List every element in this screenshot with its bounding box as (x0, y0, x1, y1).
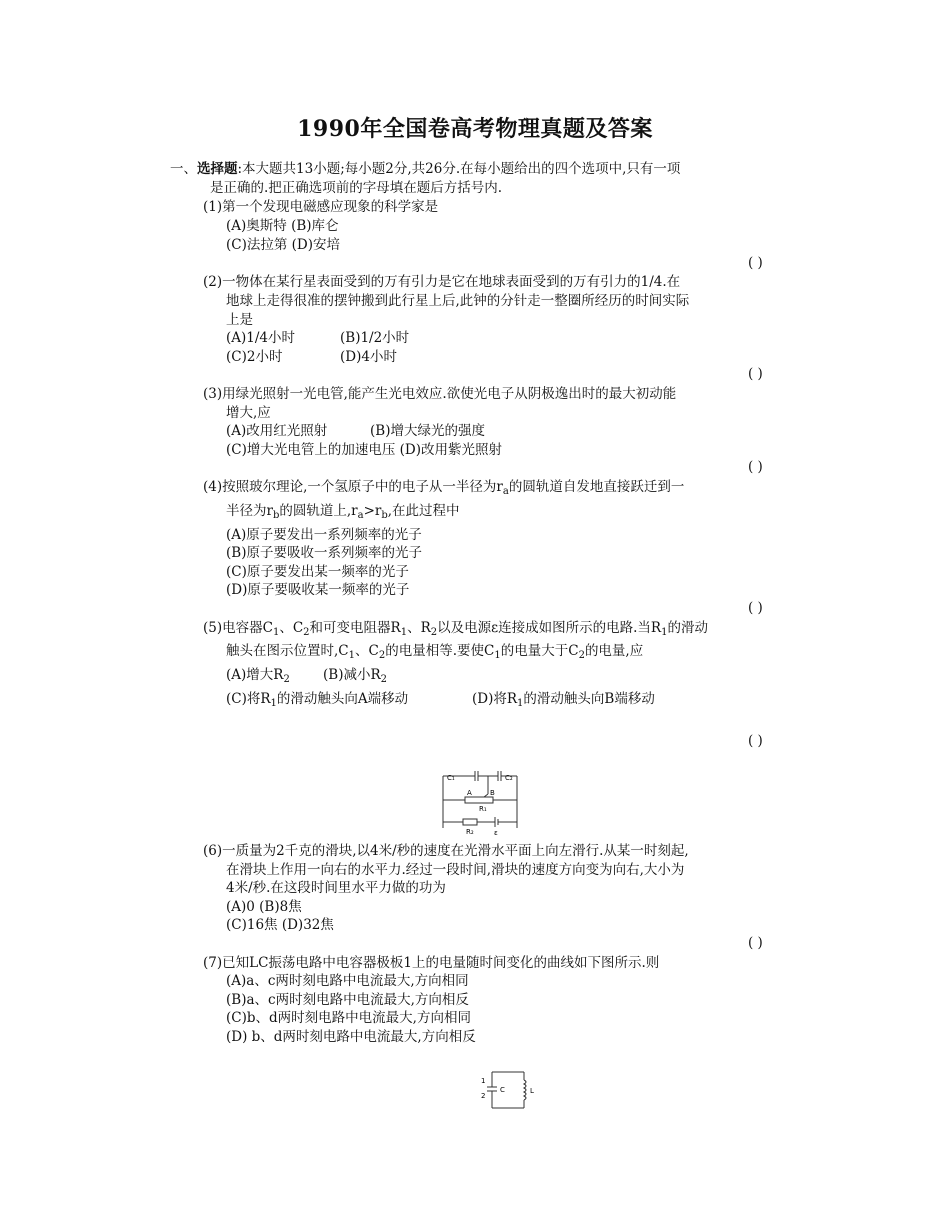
resistor-r1 (465, 797, 493, 803)
q5-stem-1 (203, 619, 708, 642)
q5-sub: 1 (494, 650, 501, 661)
inductor-coil (524, 1080, 526, 1100)
q6-options-cd: (C)16焦 (D)32焦 (226, 917, 334, 933)
q6-stem-1: (6)一质量为2千克的滑块,以4米/秒的速度在光滑水平面上向左滑行.从某一时刻起, (203, 843, 689, 859)
q5-a: (A)增大R (226, 667, 284, 683)
q5-s4: 、R (407, 620, 431, 636)
q3-stem-1: (3)用绿光照射一光电管,能产生光电效应.欲使光电子从阴极逸出时的最大初动能 (203, 386, 677, 402)
q4-option-d: (D)原子要吸收某一频率的光子 (226, 582, 410, 598)
q2-option-c: (C)2小时 (226, 349, 283, 365)
q5-sub: 2 (378, 650, 386, 661)
section-header (170, 160, 680, 178)
q4-option-a: (A)原子要发出一系列频率的光子 (226, 527, 422, 543)
q5-sub: 2 (283, 674, 290, 685)
q6-answer-blank: ( ) (748, 935, 763, 951)
q3-option-b: (B)增大绿光的强度 (370, 423, 485, 439)
label-c2: C₂ (505, 774, 513, 782)
q7-stem: (7)已知LC振荡电路中电容器极板1上的电量随时间变化的曲线如下图所示.则 (203, 955, 660, 971)
q4-stem-2a: 半径为r (226, 503, 273, 519)
q5-stem-2 (226, 642, 643, 665)
q4-stem-2b: 的圆轨道上,r (279, 503, 358, 519)
q5-b: (B)减小R (323, 667, 381, 683)
q5-option-a (226, 666, 290, 689)
q6-stem-2: 在滑块上作用一向右的水平力.经过一段时间,滑块的速度方向变为向右,大小为 (226, 862, 685, 878)
q5-c1: (C)将R (226, 691, 271, 707)
q3-option-cd: (C)增大光电管上的加速电压 (D)改用紫光照射 (226, 442, 503, 458)
q5-t3: 的电量相等.要使C (385, 643, 495, 659)
q4-stem-1 (203, 478, 684, 501)
label-emf: ε (494, 829, 498, 837)
q2-stem-1: (2)一物体在某行星表面受到的万有引力是它在地球表面受到的万有引力的1/4.在 (203, 274, 681, 290)
label-plate-1: 1 (481, 1077, 486, 1085)
page-title: 1990年全国卷高考物理真题及答案 (297, 116, 653, 142)
q5-circuit-diagram (435, 766, 525, 838)
q5-c2: 的滑动触头向A端移动 (276, 691, 409, 707)
q7-option-c: (C)b、d两时刻电路中电流最大,方向相同 (226, 1010, 471, 1026)
label-c1: C₁ (447, 774, 455, 782)
q6-options-ab: (A)0 (B)8焦 (226, 899, 302, 915)
q5-sub: 1 (270, 698, 277, 709)
q3-option-a: (A)改用红光照射 (226, 423, 328, 439)
section-intro: :本大题共13小题;每小题2分,共26分.在每小题给出的四个选项中,只有一项 (237, 161, 681, 177)
q5-sub: 2 (578, 650, 585, 661)
section-name: 选择题 (197, 161, 238, 177)
q2-answer-blank: ( ) (748, 366, 763, 382)
q1-answer-blank: ( ) (748, 255, 763, 271)
q7-option-d: (D) b、d两时刻电路中电流最大,方向相反 (226, 1029, 476, 1045)
label-a: A (467, 789, 472, 797)
q4-stem-1b: 的圆轨道自发地直接跃迁到一 (508, 479, 685, 495)
q4-sub-b1: b (272, 510, 280, 521)
q4-sub-a: a (502, 486, 509, 497)
q5-t1: 触头在图示位置时,C (226, 643, 349, 659)
q5-option-d (472, 690, 655, 713)
label-b: B (490, 789, 495, 797)
q2-stem-2: 地球上走得很准的摆钟搬到此行星上后,此钟的分针走一整圈所经历的时间实际 (226, 293, 690, 309)
q5-sub: 1 (348, 650, 355, 661)
q2-stem-3: 上是 (226, 312, 253, 328)
q5-answer-blank: ( ) (748, 733, 763, 749)
resistor-r2 (463, 819, 477, 825)
q2-option-d: (D)4小时 (340, 349, 397, 365)
q5-d1: (D)将R (472, 691, 518, 707)
q4-stem-2c: >r (363, 503, 382, 519)
q5-t5: 的电量,应 (584, 643, 644, 659)
label-r2: R₂ (466, 828, 474, 836)
q5-t4: 的电量大于C (500, 643, 579, 659)
q1-stem: (1)第一个发现电磁感应现象的科学家是 (203, 199, 439, 215)
q5-s2: 、C (279, 620, 304, 636)
q4-stem-2d: ,在此过程中 (387, 503, 460, 519)
q7-lc-circuit-diagram (478, 1068, 542, 1112)
q5-d2: 的滑动触头向B端移动 (523, 691, 655, 707)
q5-sub: 2 (380, 674, 387, 685)
section-intro-line2: 是正确的.把正确选项前的字母填在题后方括号内. (210, 180, 503, 196)
q6-stem-3: 4米/秒.在这段时间里水平力做的功为 (226, 880, 446, 896)
q3-stem-2: 增大,应 (226, 405, 271, 421)
label-l: L (530, 1087, 534, 1095)
q4-answer-blank: ( ) (748, 600, 763, 616)
q5-sub: 1 (661, 627, 668, 638)
q5-s5: 以及电源ε连接成如图所示的电路.当R (437, 620, 662, 636)
q4-option-b: (B)原子要吸收一系列频率的光子 (226, 545, 422, 561)
label-c: C (500, 1086, 505, 1094)
q2-option-b: (B)1/2小时 (340, 330, 410, 346)
q5-sub: 1 (517, 698, 524, 709)
q5-sub: 1 (272, 627, 280, 638)
q5-s6: 的滑动 (667, 620, 708, 636)
q1-options-cd: (C)法拉第 (D)安培 (226, 237, 341, 253)
q4-option-c: (C)原子要发出某一频率的光子 (226, 564, 409, 580)
q3-answer-blank: ( ) (748, 459, 763, 475)
q4-stem-2 (226, 502, 460, 525)
q7-option-b: (B)a、c两时刻电路中电流最大,方向相反 (226, 992, 469, 1008)
q5-s1: (5)电容器C (203, 620, 273, 636)
q5-option-c (226, 690, 408, 713)
q4-sub-b2: b (381, 510, 388, 521)
q4-stem-1a: (4)按照玻尔理论,一个氢原子中的电子从一半径为r (203, 479, 503, 495)
q5-sub: 2 (303, 627, 310, 638)
q1-options-ab: (A)奥斯特 (B)库仑 (226, 218, 339, 234)
q5-t2: 、C (355, 643, 379, 659)
q4-sub-a2: a (357, 510, 364, 521)
q5-s3: 和可变电阻器R (309, 620, 401, 636)
q5-option-b (323, 666, 387, 689)
section-number: 一、 (170, 161, 197, 177)
label-r1: R₁ (479, 805, 487, 813)
label-plate-2: 2 (481, 1092, 486, 1100)
q2-option-a: (A)1/4小时 (226, 330, 296, 346)
q5-sub: 2 (430, 627, 438, 638)
q7-option-a: (A)a、c两时刻电路中电流最大,方向相同 (226, 973, 469, 989)
q5-sub: 1 (400, 627, 408, 638)
